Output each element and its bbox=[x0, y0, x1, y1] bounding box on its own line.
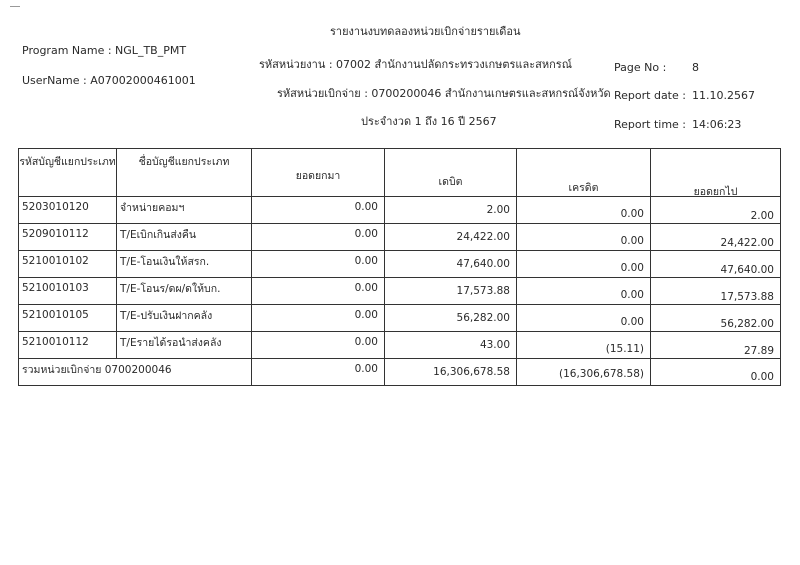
col-header-carried-forward: ยอดยกไป bbox=[651, 149, 781, 197]
brought-forward: 0.00 bbox=[354, 336, 378, 348]
account-name: T/E-โอนเงินให้สรก. bbox=[120, 256, 210, 268]
table-row bbox=[19, 332, 781, 359]
col-header-credit: เครดิต bbox=[517, 149, 651, 197]
account-code: 5210010105 bbox=[22, 309, 89, 321]
credit: 0.00 bbox=[620, 262, 644, 274]
debit: 24,422.00 bbox=[456, 231, 510, 243]
period-line: ประจำงวด 1 ถึง 16 ปี 2567 bbox=[361, 115, 497, 128]
total-debit: 16,306,678.58 bbox=[433, 366, 510, 378]
account-code: 5210010102 bbox=[22, 255, 89, 267]
debit: 56,282.00 bbox=[456, 312, 510, 324]
account-code: 5210010112 bbox=[22, 336, 89, 348]
account-code: 5210010103 bbox=[22, 282, 89, 294]
disbursing-unit-line: รหัสหน่วยเบิกจ่าย : 0700200046 สำนักงานเกษตรและสหกรณ์จังหวัด bbox=[277, 87, 611, 100]
account-code: 5203010120 bbox=[22, 201, 89, 213]
user-name: UserName : A07002000461001 bbox=[22, 74, 196, 87]
agency-line: รหัสหน่วยงาน : 07002 สำนักงานปลัดกระทรวงเกษตรและสหกรณ์ bbox=[259, 58, 572, 71]
col-header-code: รหัสบัญชีแยกประเภท bbox=[19, 149, 117, 197]
report-time-label: Report time : bbox=[614, 118, 687, 131]
carried-forward: 2.00 bbox=[750, 210, 774, 222]
debit: 2.00 bbox=[486, 204, 510, 216]
credit: 0.00 bbox=[620, 289, 644, 301]
carried-forward: 24,422.00 bbox=[720, 237, 774, 249]
carried-forward: 47,640.00 bbox=[720, 264, 774, 276]
account-name: T/Eรายได้รอนำส่งคลัง bbox=[120, 337, 222, 349]
carried-forward: 17,573.88 bbox=[720, 291, 774, 303]
scan-mark bbox=[10, 6, 20, 11]
report-time-value: 14:06:23 bbox=[692, 118, 742, 131]
account-name: จำหน่ายคอมฯ bbox=[120, 202, 185, 214]
report-date-label: Report date : bbox=[614, 89, 686, 102]
brought-forward: 0.00 bbox=[354, 228, 378, 240]
table-row bbox=[19, 224, 781, 251]
page-no-label: Page No : bbox=[614, 61, 667, 74]
total-row bbox=[19, 359, 781, 386]
report-date-value: 11.10.2567 bbox=[692, 89, 755, 102]
credit: 0.00 bbox=[620, 235, 644, 247]
account-name: T/E-โอนร/ดผ/ดให้บก. bbox=[120, 283, 221, 295]
account-name: T/Eเบิกเกินส่งคืน bbox=[120, 229, 197, 241]
carried-forward: 56,282.00 bbox=[720, 318, 774, 330]
debit: 43.00 bbox=[479, 339, 510, 351]
col-header-debit: เดบิต bbox=[385, 149, 517, 197]
table-row bbox=[19, 251, 781, 278]
table-row bbox=[19, 305, 781, 332]
brought-forward: 0.00 bbox=[354, 282, 378, 294]
brought-forward: 0.00 bbox=[354, 309, 378, 321]
report-title: รายงานงบทดลองหน่วยเบิกจ่ายรายเดือน bbox=[330, 25, 521, 38]
brought-forward: 0.00 bbox=[354, 255, 378, 267]
table-header-row bbox=[19, 149, 781, 197]
trial-balance-table bbox=[18, 148, 781, 386]
account-name: T/E-ปรับเงินฝากคลัง bbox=[120, 310, 213, 322]
program-name: Program Name : NGL_TB_PMT bbox=[22, 44, 187, 57]
carried-forward: 27.89 bbox=[743, 345, 774, 357]
col-header-name: ชื่อบัญชีแยกประเภท bbox=[117, 149, 252, 197]
total-brought-forward: 0.00 bbox=[354, 363, 378, 375]
table-row bbox=[19, 197, 781, 224]
credit: (15.11) bbox=[605, 343, 644, 355]
credit: 0.00 bbox=[620, 316, 644, 328]
account-code: 5209010112 bbox=[22, 228, 89, 240]
total-label: รวมหน่วยเบิกจ่าย 0700200046 bbox=[22, 364, 172, 376]
brought-forward: 0.00 bbox=[354, 201, 378, 213]
table-row bbox=[19, 278, 781, 305]
debit: 17,573.88 bbox=[456, 285, 510, 297]
debit: 47,640.00 bbox=[456, 258, 510, 270]
total-carried-forward: 0.00 bbox=[750, 371, 774, 383]
page-no-value: 8 bbox=[692, 61, 699, 74]
col-header-brought-forward: ยอดยกมา bbox=[252, 149, 385, 197]
credit: 0.00 bbox=[620, 208, 644, 220]
total-credit: (16,306,678.58) bbox=[558, 368, 644, 380]
